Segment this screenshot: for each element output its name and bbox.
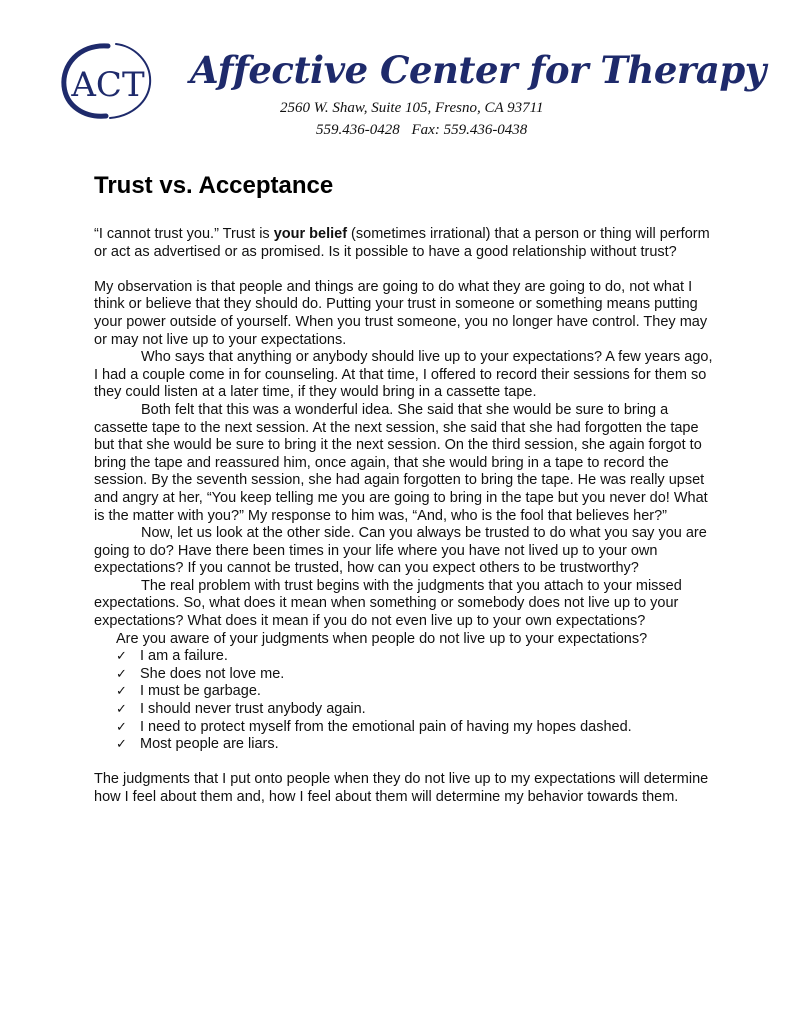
- checklist-item: ✓ She does not love me.: [116, 665, 285, 682]
- checkmark-icon: ✓: [116, 702, 127, 718]
- checkmark-icon: ✓: [116, 719, 127, 735]
- org-name: Affective Center for Therapy: [190, 48, 766, 92]
- checkmark-icon: ✓: [116, 649, 127, 665]
- checkmark-icon: ✓: [116, 666, 127, 682]
- body-paragraph: Both felt that this was a wonderful idea. She said that she would be sure to bring a cassette tape to the next session. At the next session, she said that she had forgotten the tape but that she would be sure to bring it the next session. On the third session, she again forgot to bring the tape and reassured him, once again, that she would bring in a tape to record the session. By the seventh session, she had again forgotten to bring the tape. He was really upset and angry at her, “You keep telling me you are going to bring in the tape but you never do! What is the matter with you?” My response to him was, “And, who is the fool that believes her?”: [94, 401, 708, 524]
- judgments-question: Are you aware of your judgments when people do not live up to your expectations?: [116, 630, 648, 647]
- checklist-item: ✓ I am a failure.: [116, 648, 228, 665]
- body-paragraph: Who says that anything or anybody should live up to your expectations? A few years ago, I had a couple come in for counseling. At that time, I offered to record their sessions for them so they could listen at a later time, if they would bring in a cassette tape.: [94, 349, 713, 401]
- emphasis-your-belief: your belief: [273, 226, 348, 242]
- body-paragraph: My observation is that people and things are going to do what they are going to do, not what I think or believe that they should do. Putting your trust in someone or something means putting your power outside of yourself. When you trust someone, you no longer have control. They may or may not live up to your expectations.: [94, 278, 708, 348]
- document-body: [94, 226, 714, 807]
- letterhead: [58, 40, 766, 150]
- checkmark-icon: ✓: [116, 737, 127, 753]
- phone-number: 559.436-0428: [316, 122, 400, 138]
- fax-number: Fax: 559.436-0438: [411, 122, 528, 138]
- checklist-item: ✓ I must be garbage.: [116, 683, 261, 700]
- intro-paragraph: “I cannot trust you.” Trust is your belief (sometimes irrational) that a person or thing will perform or act as advertised or as promised. Is it possible to have a good relationship without trust?: [94, 226, 710, 260]
- logo-text: ACT: [71, 65, 145, 105]
- closing-paragraph: The judgments that I put onto people when they do not live up to my expectations will determine how I feel about them and, how I feel about them will determine my behavior towards them.: [94, 771, 709, 805]
- checkmark-icon: ✓: [116, 684, 127, 700]
- org-contact: [316, 122, 527, 139]
- org-address: 2560 W. Shaw, Suite 105, Fresno, CA 93711: [280, 100, 544, 116]
- checklist-item: ✓ Most people are liars.: [116, 736, 279, 753]
- checklist-item: ✓ I should never trust anybody again.: [116, 701, 366, 718]
- act-logo: [58, 40, 158, 122]
- document-title: Trust vs. Acceptance: [94, 172, 334, 199]
- body-paragraph: Now, let us look at the other side. Can you always be trusted to do what you say you are going to do? Have there been times in your life where you have not lived up to your own expectations? If you cannot be trusted, how can you expect others to be trustworthy?: [94, 525, 707, 577]
- checklist-item: ✓ I need to protect myself from the emotional pain of having my hopes dashed.: [116, 718, 632, 735]
- judgments-checklist: [94, 648, 714, 754]
- body-paragraph: The real problem with trust begins with the judgments that you attach to your missed expectations. So, what does it mean when something or somebody does not live up to your expectations? What does it mean if you do not even live up to your own expectations?: [94, 577, 682, 630]
